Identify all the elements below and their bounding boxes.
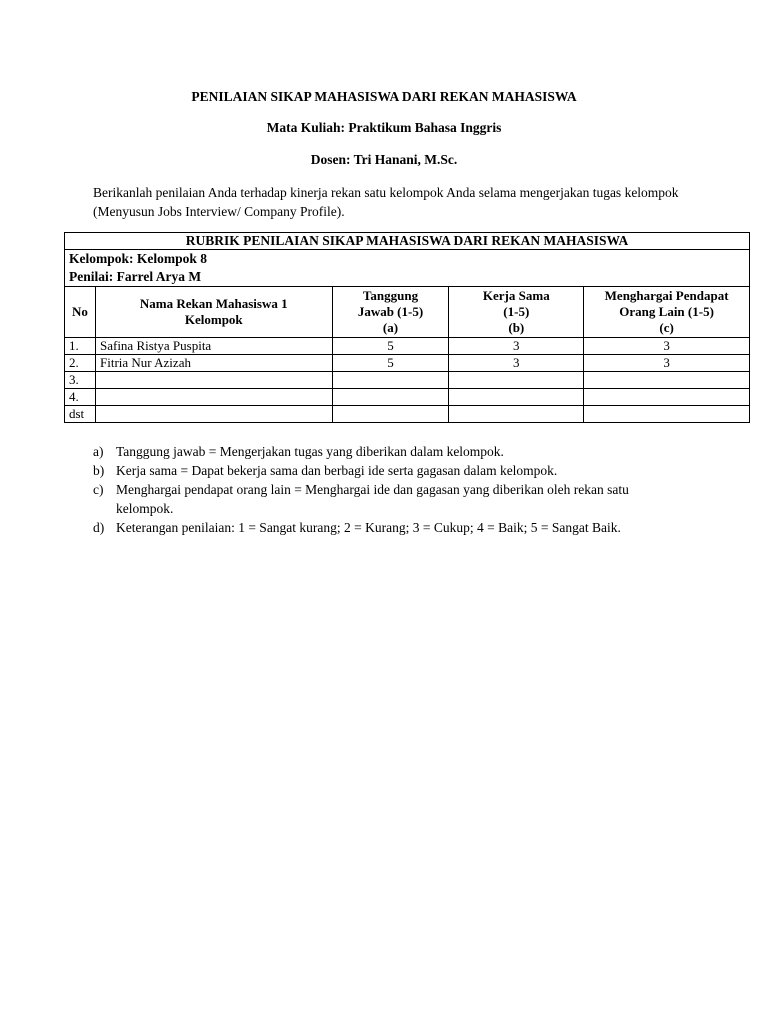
header-b — [449, 287, 584, 338]
header-b-line3: (b) — [508, 320, 525, 335]
header-no: No — [65, 287, 96, 338]
row-score-c — [584, 406, 750, 423]
group-row — [65, 250, 750, 287]
table-row — [65, 338, 750, 355]
row-score-a: 5 — [332, 355, 449, 372]
row-score-b — [449, 406, 584, 423]
row-score-a — [332, 406, 449, 423]
note-item — [93, 480, 683, 518]
row-score-b — [449, 389, 584, 406]
rubric-table — [64, 232, 750, 423]
note-text: Tanggung jawab = Mengerjakan tugas yang diberikan dalam kelompok. — [116, 444, 504, 459]
row-name — [95, 406, 332, 423]
row-no: dst — [65, 406, 96, 423]
row-score-c — [584, 389, 750, 406]
note-text: Keterangan penilaian: 1 = Sangat kurang; 2 = Kurang; 3 = Cukup; 4 = Baik; 5 = Sangat Baik. — [116, 520, 621, 535]
document-title: PENILAIAN SIKAP MAHASISWA DARI REKAN MAHASISWA — [191, 89, 577, 104]
intro-paragraph: Berikanlah penilaian Anda terhadap kinerja rekan satu kelompok Anda selama mengerjakan tugas kelompok (Menyusun Jobs Interview/ Company Profile). — [93, 185, 679, 219]
note-item — [93, 518, 683, 537]
row-score-c: 3 — [584, 355, 750, 372]
row-no: 2. — [65, 355, 96, 372]
group-label: Kelompok: Kelompok 8 — [69, 251, 208, 266]
note-item — [93, 442, 683, 461]
note-label: c) — [93, 482, 104, 497]
header-name-line1: Nama Rekan Mahasiswa 1 — [139, 296, 288, 311]
header-a — [332, 287, 449, 338]
row-score-c — [584, 372, 750, 389]
note-text: Kerja sama = Dapat bekerja sama dan berbagi ide serta gagasan dalam kelompok. — [116, 463, 558, 478]
header-c — [584, 287, 750, 338]
table-row — [65, 389, 750, 406]
header-b-line1: Kerja Sama — [482, 288, 550, 303]
header-name-line2: Kelompok — [184, 312, 243, 327]
row-name: Fitria Nur Azizah — [95, 355, 332, 372]
header-c-line2: Orang Lain (1-5) — [619, 304, 714, 319]
rater-label: Penilai: Farrel Arya M — [69, 269, 202, 284]
note-label: b) — [93, 463, 105, 478]
row-no: 4. — [65, 389, 96, 406]
row-score-c: 3 — [584, 338, 750, 355]
header-c-line1: Menghargai Pendapat — [604, 288, 729, 303]
note-label: a) — [93, 444, 104, 459]
table-row — [65, 406, 750, 423]
header-a-line1: Tanggung — [362, 288, 419, 303]
header-a-line2: Jawab (1-5) — [357, 304, 424, 319]
row-name: Safina Ristya Puspita — [95, 338, 332, 355]
header-a-line3: (a) — [382, 320, 399, 335]
table-row — [65, 355, 750, 372]
row-score-b: 3 — [449, 338, 584, 355]
lecturer-line: Dosen: Tri Hanani, M.Sc. — [310, 152, 458, 167]
table-caption: RUBRIK PENILAIAN SIKAP MAHASISWA DARI REKAN MAHASISWA — [65, 233, 750, 250]
header-b-line2: (1-5) — [503, 304, 530, 319]
notes-list — [93, 442, 683, 537]
row-score-a — [332, 389, 449, 406]
note-label: d) — [93, 520, 105, 535]
header-c-line3: (c) — [659, 320, 674, 335]
row-no: 1. — [65, 338, 96, 355]
header-name — [95, 287, 332, 338]
table-row — [65, 372, 750, 389]
row-name — [95, 372, 332, 389]
row-no: 3. — [65, 372, 96, 389]
row-score-b — [449, 372, 584, 389]
header-row — [65, 287, 750, 338]
note-text: Menghargai pendapat orang lain = Menghargai ide dan gagasan yang diberikan oleh rekan satu kelompok. — [116, 482, 629, 516]
note-item — [93, 461, 683, 480]
row-score-a: 5 — [332, 338, 449, 355]
row-score-a — [332, 372, 449, 389]
row-score-b: 3 — [449, 355, 584, 372]
course-line: Mata Kuliah: Praktikum Bahasa Inggris — [266, 120, 502, 135]
row-name — [95, 389, 332, 406]
